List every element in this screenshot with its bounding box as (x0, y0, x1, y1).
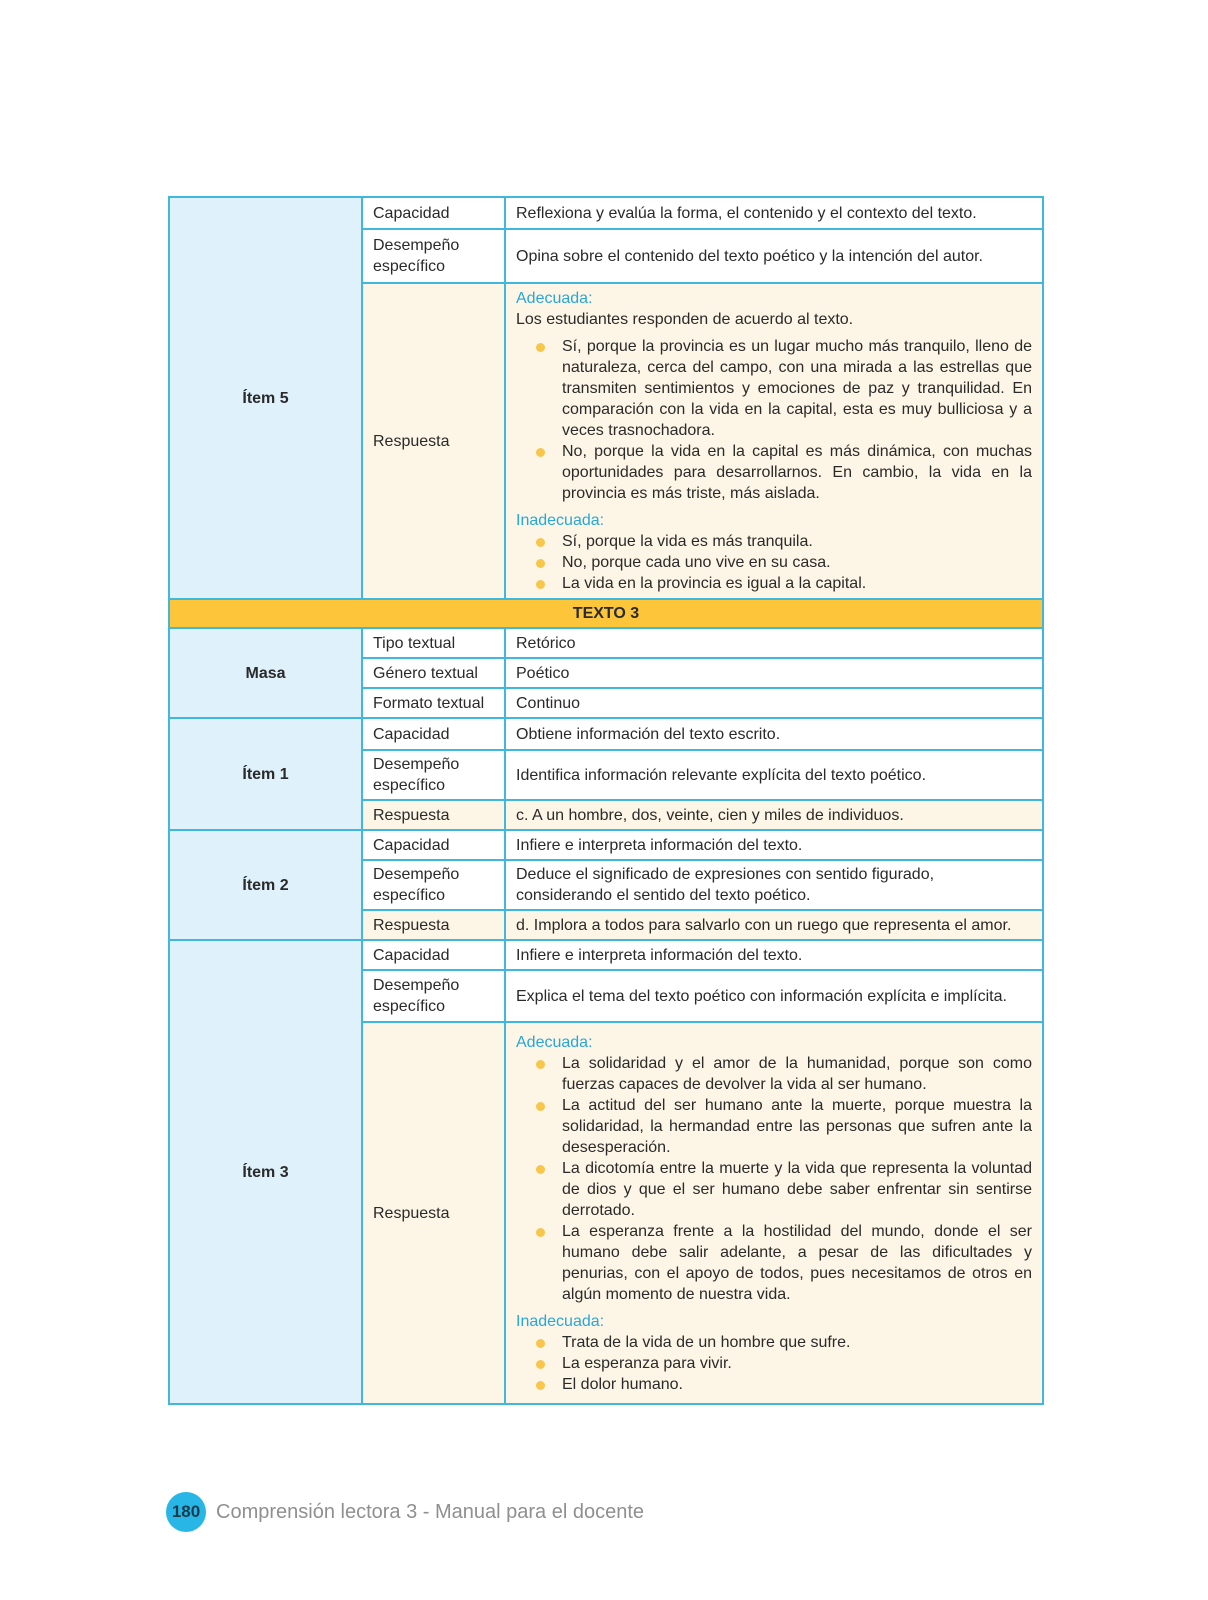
item3-capacidad-row (169, 940, 1043, 970)
list-item: Sí, porque la provincia es un lugar mucho más tranquilo, lleno de naturaleza, cerca del campo, con una mirada a las estrellas que transmiten sentimientos y emociones de paz y tranquilidad. En comparación con la vida en la capital, esta es muy bulliciosa y a veces trasnochadora. (562, 338, 1032, 439)
respuesta-label: Respuesta (362, 283, 505, 599)
capacidad-label: Capacidad (362, 197, 505, 229)
desempeno-label: Desempeño específico (362, 860, 505, 910)
list-item: Trata de la vida de un hombre que sufre. (562, 1332, 1032, 1353)
genero-textual-label: Género textual (362, 658, 505, 688)
desempeno-label: Desempeño específico (362, 229, 505, 283)
item5-label: Ítem 5 (169, 197, 362, 599)
tipo-textual-label: Tipo textual (362, 628, 505, 658)
respuesta-label: Respuesta (362, 1022, 505, 1404)
adecuada-intro: Los estudiantes responden de acuerdo al texto. (516, 311, 854, 328)
respuesta-value: c. A un hombre, dos, veinte, cien y miles de individuos. (505, 800, 1043, 830)
masa-label: Masa (169, 628, 362, 718)
desempeno-label: Desempeño específico (362, 970, 505, 1022)
respuesta-label: Respuesta (362, 800, 505, 830)
adecuada-heading: Adecuada: (516, 1033, 593, 1051)
answer-key-table (168, 196, 1044, 1405)
item3-label: Ítem 3 (169, 940, 362, 1404)
list-item: No, porque la vida en la capital es más dinámica, con muchas oportunidades para desarrollarnos. En cambio, la vida en la provincia es más triste, más aislada. (562, 443, 1032, 502)
respuesta-value (505, 1022, 1043, 1404)
item2-capacidad-row (169, 830, 1043, 860)
formato-textual-label: Formato textual (362, 688, 505, 718)
inadecuada-heading: Inadecuada: (516, 512, 605, 529)
desempeno-value: Deduce el significado de expresiones con sentido figurado, considerando el sentido del texto poético. (505, 860, 1043, 910)
capacidad-label: Capacidad (362, 830, 505, 860)
texto3-header: TEXTO 3 (169, 599, 1043, 628)
capacidad-value: Infiere e interpreta información del texto. (505, 830, 1043, 860)
desempeno-value: Identifica información relevante explícita del texto poético. (505, 750, 1043, 800)
genero-textual-value: Poético (505, 658, 1043, 688)
adecuada-heading: Adecuada: (516, 290, 593, 307)
adecuada-list (516, 336, 1032, 504)
respuesta-value (505, 283, 1043, 599)
page-footer (166, 1492, 644, 1532)
list-item: El dolor humano. (562, 1374, 1032, 1395)
list-item: La esperanza frente a la hostilidad del mundo, donde el ser humano debe salir adelante, a pesar de las dificultades y penurias, con el apoyo de todos, pues necesitamos de otros en algún momento de nuestra vida. (562, 1222, 1032, 1303)
list-item: La vida en la provincia es igual a la capital. (562, 573, 1032, 594)
list-item: La esperanza para vivir. (562, 1353, 1032, 1374)
masa-row (169, 628, 1043, 658)
desempeno-label: Desempeño específico (362, 750, 505, 800)
capacidad-label: Capacidad (362, 718, 505, 750)
list-item: No, porque cada uno vive en su casa. (562, 552, 1032, 573)
item1-label: Ítem 1 (169, 718, 362, 830)
list-item: Sí, porque la vida es más tranquila. (562, 531, 1032, 552)
desempeno-value: Opina sobre el contenido del texto poético y la intención del autor. (505, 229, 1043, 283)
list-item: La solidaridad y el amor de la humanidad, porque son como fuerzas capaces de devolver la vida al ser humano. (562, 1054, 1032, 1093)
capacidad-value: Obtiene información del texto escrito. (505, 718, 1043, 750)
respuesta-label: Respuesta (362, 910, 505, 940)
item1-capacidad-row (169, 718, 1043, 750)
inadecuada-list (516, 531, 1032, 594)
capacidad-value: Reflexiona y evalúa la forma, el contenido y el contexto del texto. (505, 197, 1043, 229)
formato-textual-value: Continuo (505, 688, 1043, 718)
tipo-textual-value: Retórico (505, 628, 1043, 658)
respuesta-value: d. Implora a todos para salvarlo con un ruego que representa el amor. (505, 910, 1043, 940)
list-item: La dicotomía entre la muerte y la vida que representa la voluntad de dios y que el ser humano debe saber enfrentar sin sentirse derrotado. (562, 1159, 1032, 1219)
page-number-badge: 180 (166, 1492, 206, 1532)
item5-capacidad-row (169, 197, 1043, 229)
inadecuada-list (516, 1332, 1032, 1395)
list-item: La actitud del ser humano ante la muerte, porque muestra la solidaridad, la hermandad entre las personas que sufren ante la desesperación. (562, 1096, 1032, 1156)
texto3-header-row (169, 599, 1043, 628)
item2-label: Ítem 2 (169, 830, 362, 940)
adecuada-list (516, 1053, 1032, 1305)
desempeno-value: Explica el tema del texto poético con información explícita e implícita. (505, 970, 1043, 1022)
book-title: Comprensión lectora 3 - Manual para el docente (216, 1500, 645, 1523)
inadecuada-heading: Inadecuada: (516, 1312, 605, 1330)
capacidad-label: Capacidad (362, 940, 505, 970)
capacidad-value: Infiere e interpreta información del texto. (505, 940, 1043, 970)
